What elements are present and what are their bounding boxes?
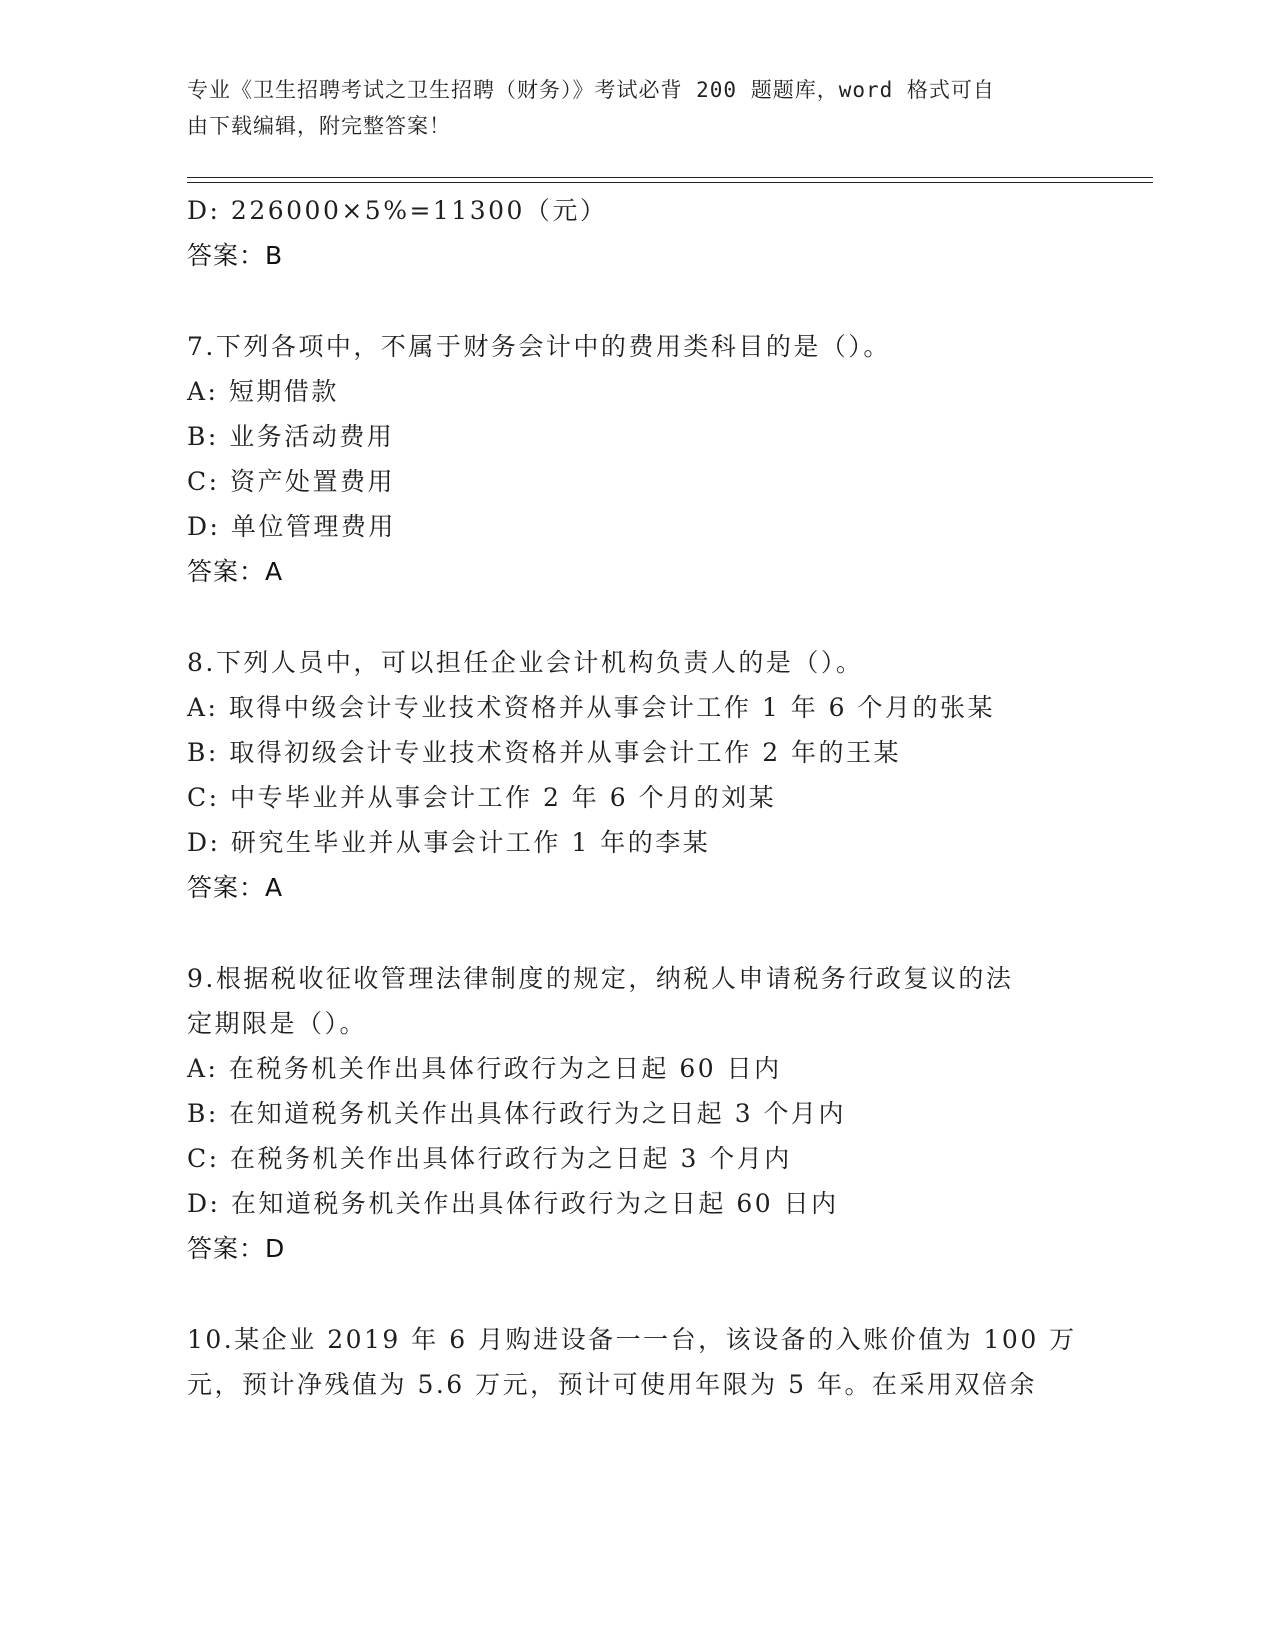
header-rule-bottom	[187, 182, 1153, 183]
option-a: A: 取得中级会计专业技术资格并从事会计工作 1 年 6 个月的张某	[187, 693, 996, 722]
spacer	[187, 278, 1087, 324]
header-rule-top	[187, 177, 1153, 178]
option-c: C: 资产处置费用	[187, 467, 395, 496]
option-d: D: 单位管理费用	[187, 512, 396, 541]
option-a: A: 短期借款	[187, 377, 339, 406]
option-c: C: 中专毕业并从事会计工作 2 年 6 个月的刘某	[187, 783, 777, 812]
page-header	[187, 72, 1067, 144]
question-stem-line-2: 元，预计净残值为 5.6 万元，预计可使用年限为 5 年。在采用双倍余	[187, 1370, 1037, 1399]
option-b: B: 在知道税务机关作出具体行政行为之日起 3 个月内	[187, 1099, 847, 1128]
option-b: B: 业务活动费用	[187, 422, 395, 451]
header-line-2: 由下载编辑，附完整答案！	[187, 114, 451, 138]
spacer	[187, 1271, 1087, 1317]
header-line-1: 专业《卫生招聘考试之卫生招聘（财务）》考试必背 200 题题库，word 格式可自	[187, 78, 995, 102]
option-b: B: 取得初级会计专业技术资格并从事会计工作 2 年的王某	[187, 738, 902, 767]
option-d: D: 在知道税务机关作出具体行政行为之日起 60 日内	[187, 1189, 839, 1218]
prev-question	[187, 188, 1087, 278]
answer-line: 答案：A	[187, 557, 284, 586]
option-d: D: 226000×5%=11300（元）	[187, 196, 608, 225]
question-stem-line-1: 9.根据税收征收管理法律制度的规定，纳税人申请税务行政复议的法	[187, 964, 1014, 993]
spacer	[187, 910, 1087, 956]
option-c: C: 在税务机关作出具体行政行为之日起 3 个月内	[187, 1144, 792, 1173]
question-stem-line-1: 10.某企业 2019 年 6 月购进设备一一台，该设备的入账价值为 100 万	[187, 1325, 1077, 1354]
answer-line: 答案：D	[187, 1234, 286, 1263]
question-stem: 7.下列各项中，不属于财务会计中的费用类科目的是（）。	[187, 332, 891, 361]
question-7	[187, 324, 1087, 594]
question-10	[187, 1317, 1087, 1407]
question-9	[187, 956, 1087, 1271]
option-a: A: 在税务机关作出具体行政行为之日起 60 日内	[187, 1054, 782, 1083]
answer-line: 答案：A	[187, 873, 284, 902]
answer-line: 答案：B	[187, 241, 284, 270]
question-stem-line-2: 定期限是（）。	[187, 1009, 368, 1038]
question-list	[187, 188, 1087, 1407]
spacer	[187, 594, 1087, 640]
option-d: D: 研究生毕业并从事会计工作 1 年的李某	[187, 828, 711, 857]
question-stem: 8.下列人员中，可以担任企业会计机构负责人的是（）。	[187, 648, 864, 677]
question-8	[187, 640, 1087, 910]
